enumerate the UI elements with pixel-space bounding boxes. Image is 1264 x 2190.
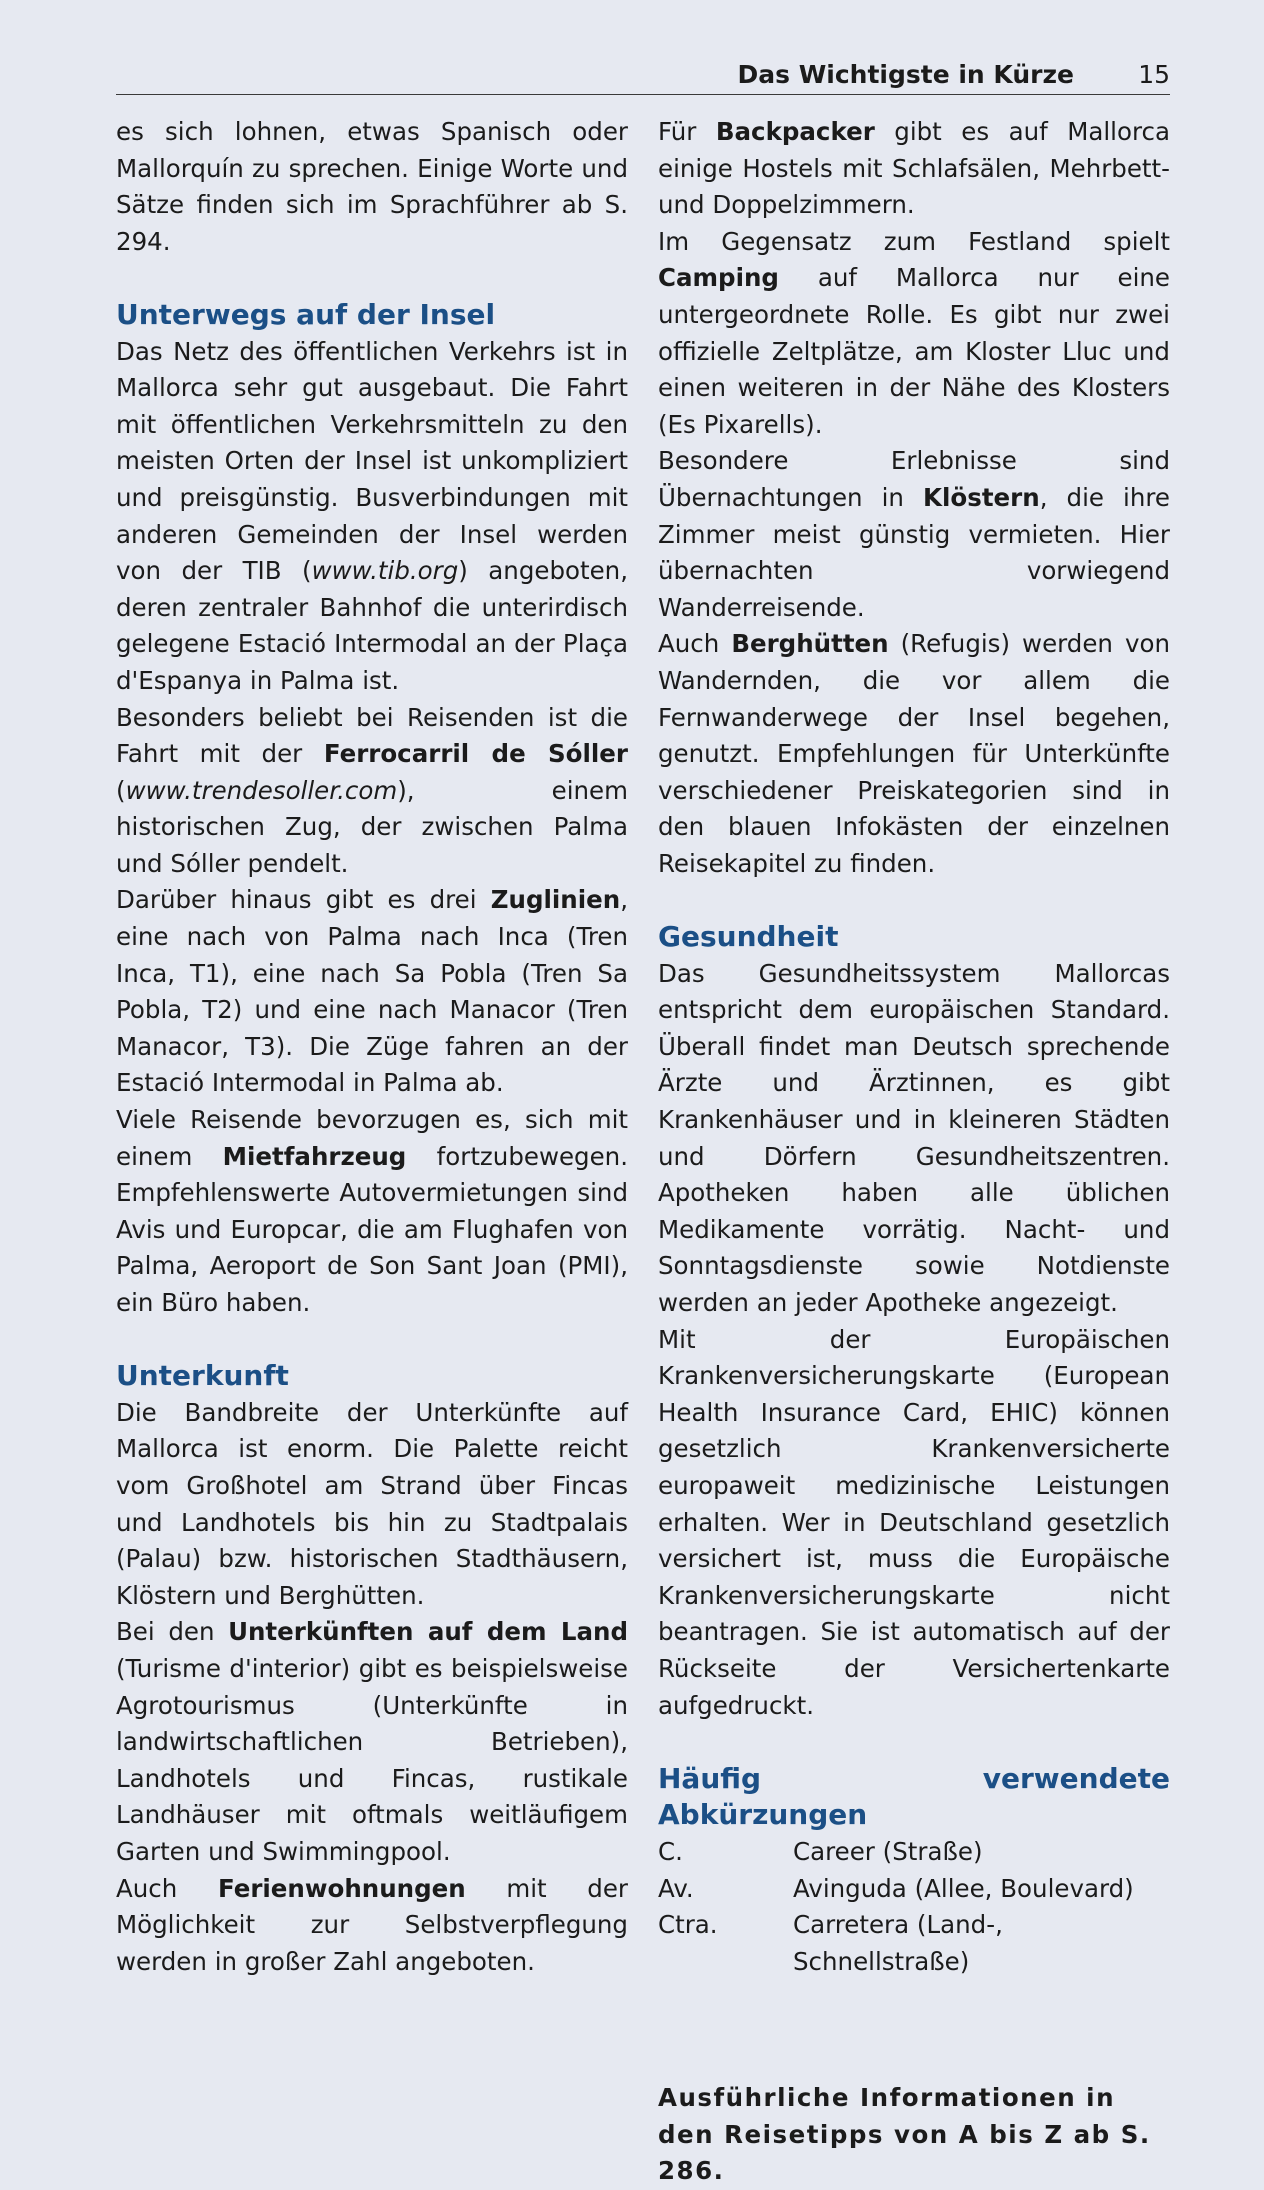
link-tib: www.tib.org [311,556,459,586]
paragraph-zuglinien: Darüber hinaus gibt es drei Zuglinien, eine nach von Palma nach Inca (Tren Inca, T1), eine nach Sa Pobla (Tren Sa Pobla, T2) und eine nach Manacor (Tren Manacor, T3). Die Züge fahren an der Estació Intermodal in Palma ab. [116,885,628,1098]
heading-gesundheit: Gesundheit [658,920,839,954]
paragraph-ehic: Mit der Europäischen Krankenversicherungskarte (European Health Insurance Card, EHIC) können gesetzlich Krankenversicherte europaweit medizinische Leistungen erhalten. Wer in Deutschland gesetzlich versichert ist, muss die Europäische Krankenversicherungskarte nicht beantragen. Sie ist automatisch auf der Rückseite der Versichertenkarte aufgedruckt. [658,1324,1170,1720]
reference-note: Ausführliche Informationen in den Reisetipps von A bis Z ab S. 286. [658,2083,1151,2186]
right-column [658,114,1170,2190]
left-column [116,114,628,1980]
paragraph-kloester: Besondere Erlebnisse sind Übernachtungen in Klöstern, die ihre Zimmer meist günstig vermieten. Hier übernachten vorwiegend Wanderreisende. [658,446,1170,622]
abbreviation-meaning: Carretera (Land-, Schnellstraße) [793,1910,1003,1976]
paragraph-soller: Besonders beliebt bei Reisenden ist die Fahrt mit der Ferrocarril de Sóller (www.trendesoller.com), einem historischen Zug, der zwischen Palma und Sóller pendelt. [116,702,628,878]
paragraph-berghuetten: Auch Berghütten (Refugis) werden von Wandernden, die vor allem die Fernwanderwege der Insel begehen, genutzt. Empfehlungen für Unterkünfte verschiedener Preiskategorien sind in den blauen Infokästen der einzelnen Reisekapitel zu finden. [658,629,1170,878]
paragraph-land: Bei den Unterkünften auf dem Land (Turisme d'interior) gibt es beispielsweise Agrotourismus (Unterkünfte in landwirtschaftlichen Betrieben), Landhotels und Fincas, rustikale Landhäuser mit oftmals weitläufigem Garten und Swimmingpool. [116,1617,628,1866]
paragraph-bandbreite: Die Bandbreite der Unterkünfte auf Mallorca ist enorm. Die Palette reicht vom Großhotel am Strand über Fincas und Landhotels bis hin zu Stadtpalais (Palau) bzw. historischen Stadthäusern, Klöstern und Berghütten. [116,1397,628,1610]
paragraph-transport: Das Netz des öffentlichen Verkehrs ist in Mallorca sehr gut ausgebaut. Die Fahrt mit öffentlichen Verkehrsmitteln zu den meisten Orten der Insel ist unkompliziert und preisgünstig. Busverbindungen mit anderen Gemeinden der Insel werden von der TIB (www.tib.org) angeboten, deren zentraler Bahnhof die unterirdisch gelegene Estació Intermodal an der Plaça d'Espanya in Palma ist. [116,336,628,695]
paragraph-mietfahrzeug: Viele Reisende bevorzugen es, sich mit einem Mietfahrzeug fortzubewegen. Empfehlenswerte Autovermietungen sind Avis und Europcar, die am Flughafen von Palma, Aeroport de Son Sant Joan (PMI), ein Büro haben. [116,1105,628,1317]
intro-paragraph: es sich lohnen, etwas Spanisch oder Mallorquín zu sprechen. Einige Worte und Sätze finden sich im Sprachführer ab S. 294. [116,117,628,256]
abbreviation-row [658,1871,1170,1908]
link-soller: www.trendesoller.com [125,775,398,805]
abbreviation: Av. [658,1873,694,1903]
paragraph-backpacker: Für Backpacker gibt es auf Mallorca einige Hostels mit Schlafsälen, Mehrbett- und Doppelzimmern. [658,117,1170,220]
abbreviation-meaning: Career (Straße) [793,1836,983,1866]
heading-unterkunft: Unterkunft [116,1359,289,1393]
abbreviation-row [658,1834,1170,1871]
running-title: Das Wichtigste in Kürze [737,60,1074,89]
abbreviation: C. [658,1836,683,1866]
abbreviation-row [658,1907,1170,1980]
page-number: 15 [1138,60,1170,89]
heading-unterwegs: Unterwegs auf der Insel [116,297,496,331]
running-header [116,60,1170,95]
abbreviation-meaning: Avinguda (Allee, Boulevard) [793,1873,1134,1903]
paragraph-camping: Im Gegensatz zum Festland spielt Camping auf Mallorca nur eine untergeordnete Rolle. Es gibt nur zwei offizielle Zeltplätze, am Kloster Lluc und einen weiteren in der Nähe des Klosters (Es Pixarells). [658,226,1170,439]
abbreviation: Ctra. [658,1910,718,1940]
paragraph-gesundheitssystem: Das Gesundheitssystem Mallorcas entspricht dem europäischen Standard. Überall findet man Deutsch sprechende Ärzte und Ärztinnen, es gibt Krankenhäuser und in kleineren Städten und Dörfern Gesundheitszentren. Apotheken haben alle üblichen Medikamente vorrätig. Nacht- und Sonntagsdienste sowie Notdienste werden an jeder Apotheke angezeigt. [658,958,1170,1317]
heading-abkuerzungen: Häufig verwendete Abkürzungen [658,1761,1170,1832]
paragraph-ferienwohnungen: Auch Ferienwohnungen mit der Möglichkeit zur Selbstverpflegung werden in großer Zahl angeboten. [116,1873,628,1976]
